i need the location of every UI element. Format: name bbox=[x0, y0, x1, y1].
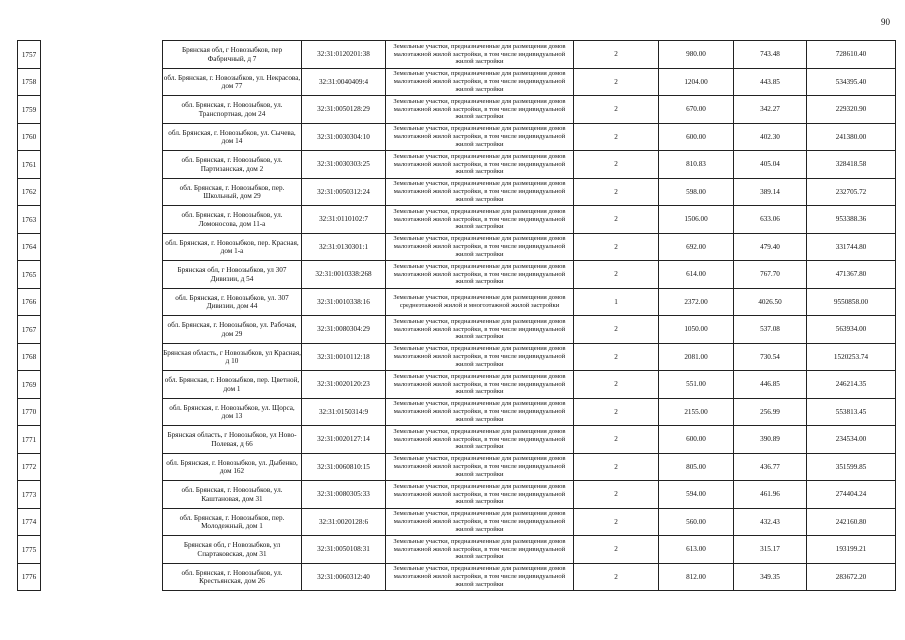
area-cell: 594.00 bbox=[658, 481, 733, 508]
row-number-cell: 1764 bbox=[18, 233, 40, 260]
area-cell: 812.00 bbox=[658, 564, 733, 590]
table-row bbox=[163, 205, 895, 233]
table-row bbox=[163, 343, 895, 370]
table-row bbox=[163, 95, 895, 123]
specific-value-cell: 743.48 bbox=[733, 41, 806, 68]
cadastral-value-cell: 9550858.00 bbox=[806, 289, 895, 315]
land-use-cell: Земельные участки, предназначенные для размещения домов малоэтажной жилой застройки, в том числе индивидуальной жилой застройки bbox=[385, 179, 573, 205]
cadastral-number-cell: 32:31:0010338:16 bbox=[301, 289, 385, 315]
area-cell: 613.00 bbox=[658, 536, 733, 563]
cadastral-value-cell: 234534.00 bbox=[806, 426, 895, 453]
group-cell: 2 bbox=[573, 234, 658, 260]
area-cell: 598.00 bbox=[658, 179, 733, 205]
group-cell: 2 bbox=[573, 179, 658, 205]
cadastral-number-cell: 32:31:0060810:15 bbox=[301, 454, 385, 480]
land-use-cell: Земельные участки, предназначенные для размещения домов малоэтажной жилой застройки, в том числе индивидуальной жилой застройки bbox=[385, 69, 573, 95]
land-use-cell: Земельные участки, предназначенные для размещения домов малоэтажной жилой застройки, в том числе индивидуальной жилой застройки bbox=[385, 426, 573, 453]
address-cell: обл. Брянская, г. Новозыбков, пер. Школьный, дом 29 bbox=[179, 183, 285, 200]
row-number-cell: 1776 bbox=[18, 563, 40, 590]
row-number-cell: 1757 bbox=[18, 40, 40, 68]
row-number-cell: 1761 bbox=[18, 150, 40, 178]
row-number-cell: 1771 bbox=[18, 425, 40, 453]
address-cell: Брянская обл, г Новозыбков, ул Спартаковская, дом 31 bbox=[183, 541, 281, 558]
cadastral-value-cell: 953388.36 bbox=[806, 206, 895, 233]
row-number-cell: 1763 bbox=[18, 205, 40, 233]
group-cell: 1 bbox=[573, 289, 658, 315]
cadastral-number-cell: 32:31:0110102:7 bbox=[301, 206, 385, 233]
address-cell: обл. Брянская, г. Новозыбков, ул. Дыбенко, дом 162 bbox=[166, 458, 298, 475]
row-number-cell: 1772 bbox=[18, 453, 40, 480]
cadastral-number-cell: 32:31:0130301:1 bbox=[301, 234, 385, 260]
specific-value-cell: 432.43 bbox=[733, 509, 806, 535]
cadastral-value-cell: 563934.00 bbox=[806, 316, 895, 343]
address-cell: обл. Брянская, г. Новозыбков, ул. Ломоносова, дом 11-а bbox=[181, 211, 283, 228]
table-row bbox=[163, 288, 895, 315]
row-number-cell: 1758 bbox=[18, 68, 40, 95]
land-use-cell: Земельные участки, предназначенные для размещения домов малоэтажной жилой застройки, в том числе индивидуальной жилой застройки bbox=[385, 481, 573, 508]
row-number-cell: 1762 bbox=[18, 178, 40, 205]
area-cell: 810.83 bbox=[658, 151, 733, 178]
table-row bbox=[163, 480, 895, 508]
specific-value-cell: 436.77 bbox=[733, 454, 806, 480]
table-row bbox=[163, 68, 895, 95]
area-cell: 692.00 bbox=[658, 234, 733, 260]
table-row bbox=[163, 508, 895, 535]
specific-value-cell: 349.35 bbox=[733, 564, 806, 590]
cadastral-number-cell: 32:31:0120201:38 bbox=[301, 41, 385, 68]
cadastral-value-cell: 232705.72 bbox=[806, 179, 895, 205]
land-use-cell: Земельные участки, предназначенные для размещения домов малоэтажной жилой застройки, в том числе индивидуальной жилой застройки bbox=[385, 399, 573, 425]
land-use-cell: Земельные участки, предназначенные для размещения домов малоэтажной жилой застройки, в том числе индивидуальной жилой застройки bbox=[385, 536, 573, 563]
address-cell: обл. Брянская, г. Новозыбков, ул. Сычева, дом 14 bbox=[168, 128, 296, 145]
table-row bbox=[163, 315, 895, 343]
specific-value-cell: 633.06 bbox=[733, 206, 806, 233]
specific-value-cell: 443.85 bbox=[733, 69, 806, 95]
cadastral-number-cell: 32:31:0020128:6 bbox=[301, 509, 385, 535]
cadastral-value-cell: 1520253.74 bbox=[806, 344, 895, 370]
land-use-cell: Земельные участки, предназначенные для размещения домов малоэтажной жилой застройки, в том числе индивидуальной жилой застройки bbox=[385, 41, 573, 68]
specific-value-cell: 405.04 bbox=[733, 151, 806, 178]
specific-value-cell: 461.96 bbox=[733, 481, 806, 508]
address-cell: обл. Брянская, г. Новозыбков, ул. Крестьянская, дом 26 bbox=[181, 568, 283, 585]
row-number-cell: 1775 bbox=[18, 535, 40, 563]
table-row bbox=[163, 178, 895, 205]
group-cell: 2 bbox=[573, 564, 658, 590]
table-row bbox=[163, 535, 895, 563]
address-cell: обл. Брянская, г. Новозыбков, пер. Цветной, дом 1 bbox=[164, 376, 300, 393]
specific-value-cell: 342.27 bbox=[733, 96, 806, 123]
row-number-cell: 1770 bbox=[18, 398, 40, 425]
land-use-cell: Земельные участки, предназначенные для размещения домов малоэтажной жилой застройки, в том числе индивидуальной жилой застройки bbox=[385, 206, 573, 233]
group-cell: 2 bbox=[573, 344, 658, 370]
table-row bbox=[163, 40, 895, 68]
cadastral-value-cell: 331744.80 bbox=[806, 234, 895, 260]
cadastral-value-cell: 351599.85 bbox=[806, 454, 895, 480]
cadastral-value-cell: 471367.80 bbox=[806, 261, 895, 288]
specific-value-cell: 402.30 bbox=[733, 124, 806, 150]
cadastral-number-cell: 32:31:0010338:268 bbox=[301, 261, 385, 288]
area-cell: 551.00 bbox=[658, 371, 733, 398]
address-cell: Брянская область, г Новозыбков, ул Красная, д 10 bbox=[163, 348, 301, 365]
address-cell: обл. Брянская, г. Новозыбков, пер. Молодежный, дом 1 bbox=[179, 513, 285, 530]
land-use-cell: Земельные участки, предназначенные для размещения домов малоэтажной жилой застройки, в том числе индивидуальной жилой застройки bbox=[385, 316, 573, 343]
specific-value-cell: 767.70 bbox=[733, 261, 806, 288]
cadastral-number-cell: 32:31:0050312:24 bbox=[301, 179, 385, 205]
address-cell: обл. Брянская, г. Новозыбков, ул. Рабочая, дом 29 bbox=[167, 321, 297, 338]
specific-value-cell: 315.17 bbox=[733, 536, 806, 563]
group-cell: 2 bbox=[573, 536, 658, 563]
group-cell: 2 bbox=[573, 316, 658, 343]
group-cell: 2 bbox=[573, 371, 658, 398]
area-cell: 614.00 bbox=[658, 261, 733, 288]
cadastral-value-cell: 328418.58 bbox=[806, 151, 895, 178]
area-cell: 670.00 bbox=[658, 96, 733, 123]
table-row bbox=[163, 260, 895, 288]
specific-value-cell: 730.54 bbox=[733, 344, 806, 370]
table-row bbox=[163, 233, 895, 260]
row-number-cell: 1769 bbox=[18, 370, 40, 398]
land-use-cell: Земельные участки, предназначенные для размещения домов малоэтажной жилой застройки, в том числе индивидуальной жилой застройки bbox=[385, 454, 573, 480]
cadastral-number-cell: 32:31:0020120:23 bbox=[301, 371, 385, 398]
address-cell: обл. Брянская, г. Новозыбков, ул. Партизанская, дом 2 bbox=[181, 156, 283, 173]
cadastral-value-cell: 193199.21 bbox=[806, 536, 895, 563]
group-cell: 2 bbox=[573, 41, 658, 68]
area-cell: 600.00 bbox=[658, 124, 733, 150]
group-cell: 2 bbox=[573, 509, 658, 535]
area-cell: 2155.00 bbox=[658, 399, 733, 425]
area-cell: 560.00 bbox=[658, 509, 733, 535]
cadastral-value-cell: 242160.80 bbox=[806, 509, 895, 535]
address-cell: обл. Брянская, г. Новозыбков, ул. 307 Дивизии, дом 44 bbox=[175, 293, 289, 310]
row-number-cell: 1765 bbox=[18, 260, 40, 288]
group-cell: 2 bbox=[573, 481, 658, 508]
cadastral-value-cell: 728610.40 bbox=[806, 41, 895, 68]
area-cell: 1050.00 bbox=[658, 316, 733, 343]
row-number-cell: 1767 bbox=[18, 315, 40, 343]
cadastral-value-cell: 534395.40 bbox=[806, 69, 895, 95]
cadastral-number-cell: 32:31:0030304:10 bbox=[301, 124, 385, 150]
land-use-cell: Земельные участки, предназначенные для размещения домов малоэтажной жилой застройки, в том числе индивидуальной жилой застройки bbox=[385, 234, 573, 260]
table-row bbox=[163, 123, 895, 150]
table-row bbox=[163, 563, 895, 590]
group-cell: 2 bbox=[573, 69, 658, 95]
row-number-cell: 1774 bbox=[18, 508, 40, 535]
land-use-cell: Земельные участки, предназначенные для размещения домов малоэтажной жилой застройки, в том числе индивидуальной жилой застройки bbox=[385, 509, 573, 535]
area-cell: 1506.00 bbox=[658, 206, 733, 233]
cadastral-number-cell: 32:31:0030303:25 bbox=[301, 151, 385, 178]
cadastral-number-cell: 32:31:0080305:33 bbox=[301, 481, 385, 508]
group-cell: 2 bbox=[573, 426, 658, 453]
land-use-cell: Земельные участки, предназначенные для размещения домов малоэтажной жилой застройки, в том числе индивидуальной жилой застройки bbox=[385, 151, 573, 178]
cadastral-value-cell: 274404.24 bbox=[806, 481, 895, 508]
cadastral-number-cell: 32:31:0080304:29 bbox=[301, 316, 385, 343]
row-number-cell: 1760 bbox=[18, 123, 40, 150]
specific-value-cell: 390.89 bbox=[733, 426, 806, 453]
group-cell: 2 bbox=[573, 261, 658, 288]
row-number-cell: 1773 bbox=[18, 480, 40, 508]
specific-value-cell: 256.99 bbox=[733, 399, 806, 425]
address-cell: Брянская область, г Новозыбков, ул Ново-Полевая, д 66 bbox=[167, 431, 297, 448]
address-cell: обл. Брянская, г. Новозыбков, ул. Каштановая, дом 31 bbox=[181, 486, 283, 503]
row-number-cell: 1766 bbox=[18, 288, 40, 315]
land-plots-table bbox=[162, 40, 896, 591]
group-cell: 2 bbox=[573, 454, 658, 480]
group-cell: 2 bbox=[573, 206, 658, 233]
table-row bbox=[163, 150, 895, 178]
cadastral-number-cell: 32:31:0150314:9 bbox=[301, 399, 385, 425]
land-use-cell: Земельные участки, предназначенные для размещения домов малоэтажной жилой застройки, в том числе индивидуальной жилой застройки bbox=[385, 124, 573, 150]
cadastral-number-cell: 32:31:0010112:18 bbox=[301, 344, 385, 370]
cadastral-number-cell: 32:31:0050128:29 bbox=[301, 96, 385, 123]
specific-value-cell: 537.08 bbox=[733, 316, 806, 343]
specific-value-cell: 4026.50 bbox=[733, 289, 806, 315]
area-cell: 2081.00 bbox=[658, 344, 733, 370]
area-cell: 805.00 bbox=[658, 454, 733, 480]
cadastral-number-cell: 32:31:0060312:40 bbox=[301, 564, 385, 590]
cadastral-value-cell: 241380.00 bbox=[806, 124, 895, 150]
cadastral-value-cell: 246214.35 bbox=[806, 371, 895, 398]
group-cell: 2 bbox=[573, 124, 658, 150]
group-cell: 2 bbox=[573, 96, 658, 123]
cadastral-number-cell: 32:31:0020127:14 bbox=[301, 426, 385, 453]
land-use-cell: Земельные участки, предназначенные для размещения домов малоэтажной жилой застройки, в том числе индивидуальной жилой застройки bbox=[385, 371, 573, 398]
area-cell: 980.00 bbox=[658, 41, 733, 68]
cadastral-number-cell: 32:31:0040409:4 bbox=[301, 69, 385, 95]
land-use-cell: Земельные участки, предназначенные для размещения домов малоэтажной жилой застройки, в том числе индивидуальной жилой застройки bbox=[385, 344, 573, 370]
row-number-column bbox=[17, 40, 41, 591]
area-cell: 600.00 bbox=[658, 426, 733, 453]
area-cell: 1204.00 bbox=[658, 69, 733, 95]
land-use-cell: Земельные участки, предназначенные для размещения домов среднеэтажной жилой и многоэтажной жилой застройки bbox=[385, 289, 573, 315]
cadastral-value-cell: 229320.90 bbox=[806, 96, 895, 123]
land-use-cell: Земельные участки, предназначенные для размещения домов малоэтажной жилой застройки, в том числе индивидуальной жилой застройки bbox=[385, 261, 573, 288]
land-use-cell: Земельные участки, предназначенные для размещения домов малоэтажной жилой застройки, в том числе индивидуальной жилой застройки bbox=[385, 96, 573, 123]
address-cell: обл. Брянская, г. Новозыбков, пер. Красная, дом 1-а bbox=[165, 238, 299, 255]
address-cell: Брянская обл, г Новозыбков, ул 307 Дивизии, д 54 bbox=[177, 266, 287, 283]
table-row bbox=[163, 370, 895, 398]
address-cell: обл. Брянская, г. Новозыбков, ул. Щорса, дом 13 bbox=[169, 403, 295, 420]
table-row bbox=[163, 425, 895, 453]
group-cell: 2 bbox=[573, 399, 658, 425]
address-cell: обл. Брянская, г. Новозыбков, ул. Транспортная, дом 24 bbox=[181, 101, 283, 118]
table-row bbox=[163, 453, 895, 480]
address-cell: обл. Брянская, г. Новозыбков, ул. Некрасова, дом 77 bbox=[163, 73, 301, 90]
address-cell: Брянская обл, г Новозыбков, пер Фабричный, д 7 bbox=[181, 46, 283, 63]
specific-value-cell: 479.40 bbox=[733, 234, 806, 260]
cadastral-value-cell: 553813.45 bbox=[806, 399, 895, 425]
specific-value-cell: 389.14 bbox=[733, 179, 806, 205]
land-use-cell: Земельные участки, предназначенные для размещения домов малоэтажной жилой застройки, в том числе индивидуальной жилой застройки bbox=[385, 564, 573, 590]
specific-value-cell: 446.85 bbox=[733, 371, 806, 398]
cadastral-number-cell: 32:31:0050108:31 bbox=[301, 536, 385, 563]
area-cell: 2372.00 bbox=[658, 289, 733, 315]
group-cell: 2 bbox=[573, 151, 658, 178]
row-number-cell: 1759 bbox=[18, 95, 40, 123]
table-row bbox=[163, 398, 895, 425]
page-number: 90 bbox=[881, 17, 890, 27]
cadastral-value-cell: 283672.20 bbox=[806, 564, 895, 590]
row-number-cell: 1768 bbox=[18, 343, 40, 370]
